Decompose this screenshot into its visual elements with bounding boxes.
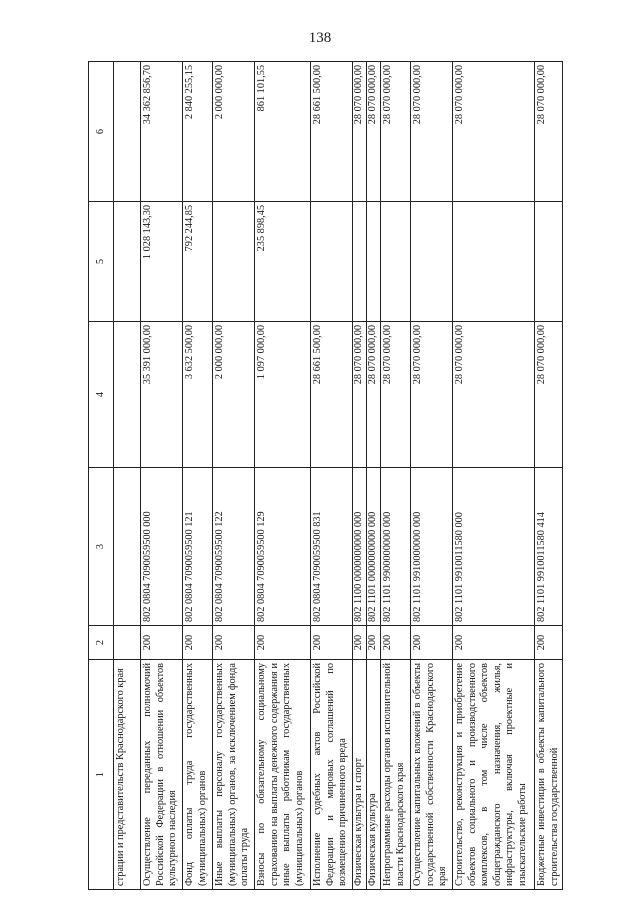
row-executed bbox=[411, 202, 453, 322]
row-unexecuted: 28 070 000,00 bbox=[535, 62, 563, 202]
row-name: Исполнение судебных актов Российской Федерации и мировых соглашений по возмещению причиненного вреда bbox=[311, 660, 353, 890]
row-code: 200 bbox=[183, 626, 213, 660]
table-row bbox=[367, 62, 381, 890]
row-code: 200 bbox=[213, 626, 255, 660]
row-unexecuted: 28 070 000,00 bbox=[411, 62, 453, 202]
header-col-6: 6 bbox=[89, 62, 114, 202]
row-executed bbox=[381, 202, 411, 322]
row-name: Фонд оплаты труда государственных (муниципальных) органов bbox=[183, 660, 213, 890]
row-code: 200 bbox=[453, 626, 535, 660]
row-approved: 28 070 000,00 bbox=[353, 322, 367, 468]
row-unexecuted: 28 661 500,00 bbox=[311, 62, 353, 202]
row-executed: 1 028 143,30 bbox=[141, 202, 183, 322]
row-unexecuted: 28 070 000,00 bbox=[381, 62, 411, 202]
row-executed: 792 244,85 bbox=[183, 202, 213, 322]
row-kbk: 802 0804 7090059500 831 bbox=[311, 468, 353, 626]
row-approved: 28 070 000,00 bbox=[367, 322, 381, 468]
row-name: Непрограммные расходы органов исполнительной власти Краснодарского края bbox=[381, 660, 411, 890]
row-code: 200 bbox=[381, 626, 411, 660]
table-row bbox=[183, 62, 213, 890]
row-approved bbox=[114, 322, 141, 468]
row-executed bbox=[453, 202, 535, 322]
row-name: Иные выплаты персоналу государственных (муниципальных) органов, за исключением фонда оплаты труда bbox=[213, 660, 255, 890]
row-name: Физическая культура bbox=[367, 660, 381, 890]
row-approved: 28 070 000,00 bbox=[411, 322, 453, 468]
table-row bbox=[381, 62, 411, 890]
row-kbk: 802 1101 9900000000 000 bbox=[381, 468, 411, 626]
row-approved: 28 070 000,00 bbox=[535, 322, 563, 468]
table-row bbox=[255, 62, 311, 890]
row-approved: 35 391 000,00 bbox=[141, 322, 183, 468]
header-col-2: 2 bbox=[89, 626, 114, 660]
table-row bbox=[213, 62, 255, 890]
table-row bbox=[411, 62, 453, 890]
row-kbk: 802 0804 7090059500 122 bbox=[213, 468, 255, 626]
row-unexecuted: 28 070 000,00 bbox=[367, 62, 381, 202]
row-name: Строительство, реконструкция и приобретение объектов социального и производственного комплексов, в том числе объектов общегражданского назначения, жилья, инфраструктуры, включая проектные и изыскательские работы bbox=[453, 660, 535, 890]
row-name: Физическая культура и спорт bbox=[353, 660, 367, 890]
row-name: страции и представительств Краснодарского края bbox=[114, 660, 141, 890]
row-approved: 1 097 000,00 bbox=[255, 322, 311, 468]
table-row bbox=[114, 62, 141, 890]
row-unexecuted: 2 000 000,00 bbox=[213, 62, 255, 202]
row-executed: 235 898,45 bbox=[255, 202, 311, 322]
budget-table bbox=[88, 61, 563, 890]
row-code: 200 bbox=[411, 626, 453, 660]
row-executed bbox=[114, 202, 141, 322]
rotated-table-container bbox=[88, 62, 560, 890]
row-code: 200 bbox=[367, 626, 381, 660]
table-row bbox=[311, 62, 353, 890]
table-row bbox=[535, 62, 563, 890]
row-executed bbox=[367, 202, 381, 322]
row-kbk bbox=[114, 468, 141, 626]
row-name: Бюджетные инвестиции в объекты капитального строительства государственной bbox=[535, 660, 563, 890]
row-unexecuted bbox=[114, 62, 141, 202]
row-approved: 3 632 500,00 bbox=[183, 322, 213, 468]
row-approved: 28 661 500,00 bbox=[311, 322, 353, 468]
row-executed bbox=[213, 202, 255, 322]
row-code bbox=[114, 626, 141, 660]
row-approved: 28 070 000,00 bbox=[381, 322, 411, 468]
row-code: 200 bbox=[255, 626, 311, 660]
row-unexecuted: 28 070 000,00 bbox=[453, 62, 535, 202]
row-kbk: 802 0804 7090059500 000 bbox=[141, 468, 183, 626]
row-kbk: 802 1101 0000000000 000 bbox=[367, 468, 381, 626]
row-unexecuted: 28 070 000,00 bbox=[353, 62, 367, 202]
table-row bbox=[141, 62, 183, 890]
row-name: Осуществление переданных полномочий Российской Федерации в отношении объектов культурного наследия bbox=[141, 660, 183, 890]
table-row bbox=[453, 62, 535, 890]
rotated-table-frame bbox=[88, 62, 560, 890]
row-executed bbox=[311, 202, 353, 322]
row-kbk: 802 1101 9910011580 000 bbox=[453, 468, 535, 626]
row-kbk: 802 1101 9910000000 000 bbox=[411, 468, 453, 626]
row-code: 200 bbox=[535, 626, 563, 660]
row-approved: 2 000 000,00 bbox=[213, 322, 255, 468]
row-code: 200 bbox=[141, 626, 183, 660]
row-code: 200 bbox=[353, 626, 367, 660]
row-unexecuted: 34 362 856,70 bbox=[141, 62, 183, 202]
row-executed bbox=[535, 202, 563, 322]
row-approved: 28 070 000,00 bbox=[453, 322, 535, 468]
row-unexecuted: 861 101,55 bbox=[255, 62, 311, 202]
header-col-3: 3 bbox=[89, 468, 114, 626]
table-row bbox=[353, 62, 367, 890]
page-number: 138 bbox=[308, 30, 332, 46]
row-executed bbox=[353, 202, 367, 322]
header-col-4: 4 bbox=[89, 322, 114, 468]
row-kbk: 802 0804 7090059500 129 bbox=[255, 468, 311, 626]
row-code: 200 bbox=[311, 626, 353, 660]
row-kbk: 802 1101 9910011580 414 bbox=[535, 468, 563, 626]
row-unexecuted: 2 840 255,15 bbox=[183, 62, 213, 202]
header-col-1: 1 bbox=[89, 660, 114, 890]
table-header-row bbox=[89, 62, 114, 890]
row-name: Осуществление капитальных вложений в объекты государственной собственности Краснодарского края bbox=[411, 660, 453, 890]
row-name: Взносы по обязательному социальному страхованию на выплаты денежного содержания и иные выплаты работникам государственных (муниципальных) органов bbox=[255, 660, 311, 890]
row-kbk: 802 0804 7090059500 121 bbox=[183, 468, 213, 626]
row-kbk: 802 1100 0000000000 000 bbox=[353, 468, 367, 626]
header-col-5: 5 bbox=[89, 202, 114, 322]
